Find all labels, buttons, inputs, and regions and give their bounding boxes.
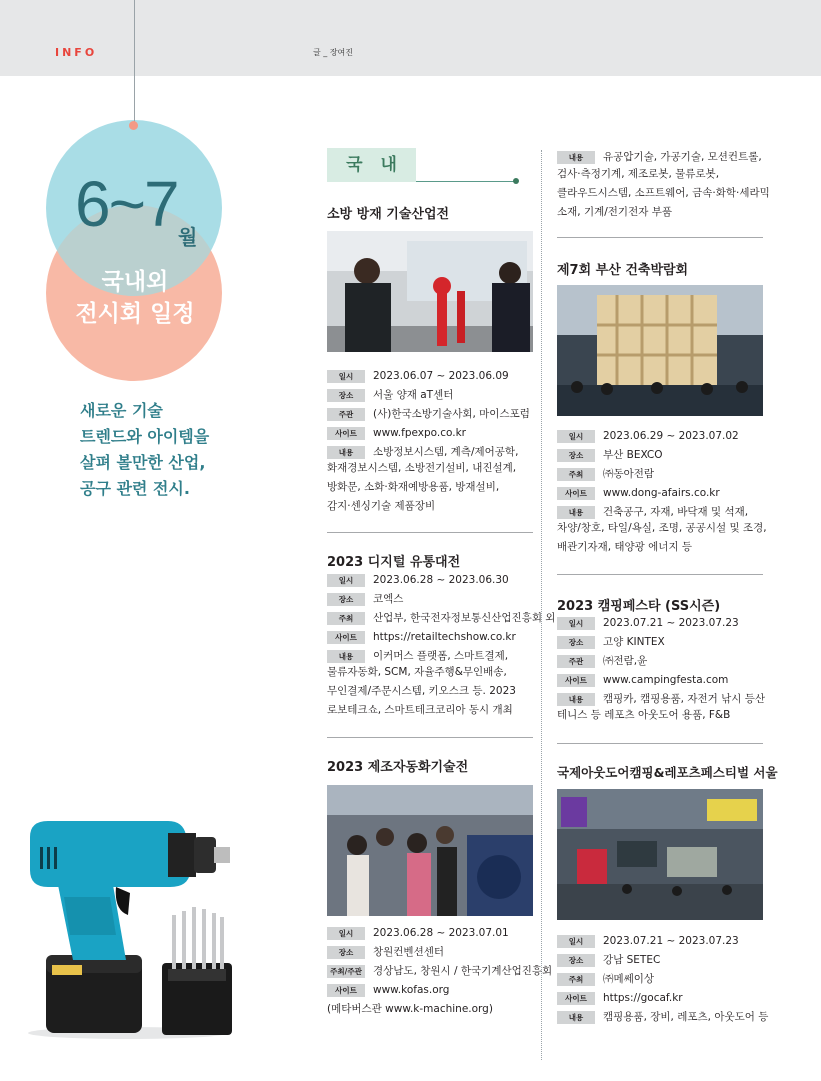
info-row-extra: (메타버스관 www.k-machine.org) [327,1003,493,1015]
info-row-place: 장소 부산 BEXCO [557,448,663,462]
tag-underline [416,181,516,182]
content-text: 테니스 등 레포츠 아웃도어 용품, F&B [557,709,731,721]
info-row-date: 일시 2023.06.28 ~ 2023.07.01 [327,926,509,940]
info-row-date: 일시 2023.07.21 ~ 2023.07.23 [557,934,739,948]
exhibition-title: 2023 디지털 유통대전 [327,555,461,570]
info-row-date: 일시 2023.07.21 ~ 2023.07.23 [557,616,739,630]
content-text: 화재경보시스템, 소방전기설비, 내진설계, 방화문, 소화·화재예방용품, 방재설비, 감지·센싱기술 제품장비 [327,462,517,512]
photo-fire-expo [327,231,533,352]
drill-illustration [18,815,243,1040]
exhibition-title: 소방 방재 기술산업전 [327,207,450,222]
info-row-host: 주최 ㈜메쎄이상 [557,972,654,986]
info-row-place: 장소 창원컨벤션센터 [327,945,444,959]
content-text: 물류자동화, SCM, 자율주행&무인배송, 무인결제/주문시스템, 키오스크 등. 2023 로보테크쇼, 스마트테크코리아 동시 개최 [327,666,516,716]
info-row-content: 내용 유공압기술, 가공기술, 모션컨트롤, [557,150,762,164]
info-row-date: 일시 2023.06.28 ~ 2023.06.30 [327,573,509,587]
hero-intro: 새로운 기술 트렌드와 아이템을 살펴 볼만한 산업, 공구 관련 전시. [80,401,210,498]
hanging-string [134,0,135,125]
content-text: 검사·측정기계, 제조로봇, 물류로봇, 클라우드시스템, 소프트웨어, 금속·화학·세라믹 소재, 기계/전기전자 부품 [557,168,770,218]
info-row-content: 내용 이커머스 플랫폼, 스마트결제, [327,649,508,663]
info-row-content: 내용 캠핑카, 캠핑용품, 자전거 낚시 등산 [557,692,765,706]
hero-month-suffix: 월 [178,225,198,249]
info-row-site: 사이트 www.fpexpo.co.kr [327,426,466,440]
exhibition-title: 2023 제조자동화기술전 [327,760,469,775]
divider [557,574,763,575]
exhibition-title: 2023 캠핑페스타 (SS시즌) [557,599,721,614]
info-row-content: 내용 캠핑용품, 장비, 레포츠, 아웃도어 등 [557,1010,768,1024]
info-row-host: 주최 산업부, 한국전자정보통신산업진흥회 외 [327,611,555,625]
content-text: 차양/창호, 타일/욕실, 조명, 공공시설 및 조경, 배관기자재, 태양광 에너지 등 [557,522,767,553]
divider [327,532,533,533]
info-row-content: 내용 건축공구, 자재, 바닥재 및 석재, [557,505,748,519]
section-tag-domestic: 국내 [327,148,416,182]
info-row-site: 사이트 www.kofas.org [327,983,449,997]
photo-busan-expo [557,285,763,416]
info-row-place: 장소 강남 SETEC [557,953,660,967]
info-row-host: 주최 ㈜동아전람 [557,467,654,481]
pin-dot [129,121,138,130]
info-row-place: 장소 고양 KINTEX [557,635,665,649]
photo-outdoor-festival [557,789,763,920]
hero-title [50,266,220,330]
info-row-content: 내용 소방정보시스템, 계측/제어공학, [327,445,518,459]
tag-dot [513,178,519,184]
photo-automation-expo [327,785,533,916]
info-row-date: 일시 2023.06.07 ~ 2023.06.09 [327,369,509,383]
column-divider [541,150,542,1060]
info-row-site: 사이트 www.campingfesta.com [557,673,728,687]
hero-months: 6~7 [75,168,178,240]
info-row-host: 주관 ㈜전람,윤 [557,654,647,668]
info-row-place: 장소 코엑스 [327,592,403,606]
info-row-site: 사이트 https://retailtechshow.co.kr [327,630,516,644]
hero-title-line2: 전시회 일정 [75,301,195,327]
divider [557,743,763,744]
exhibition-title: 국제아웃도어캠핑&레포츠페스티벌 서울 [557,765,778,780]
author-credit: 글 _ 장여진 [313,48,353,57]
info-row-date: 일시 2023.06.29 ~ 2023.07.02 [557,429,739,443]
exhibition-title: 제7회 부산 건축박람회 [557,263,689,278]
section-label: INFO [55,46,98,59]
page-header [0,0,821,76]
hero-title-line1: 국내외 [101,269,169,295]
info-row-site: 사이트 https://gocaf.kr [557,991,683,1005]
divider [557,237,763,238]
info-row-host: 주관 (사)한국소방기술사회, 마이스포럼 [327,407,530,421]
info-row-host: 주최/주관 경상남도, 창원시 / 한국기계산업진흥회 [327,964,552,978]
info-row-place: 장소 서울 양재 aT센터 [327,388,453,402]
divider [327,737,533,738]
info-row-site: 사이트 www.dong-afairs.co.kr [557,486,720,500]
